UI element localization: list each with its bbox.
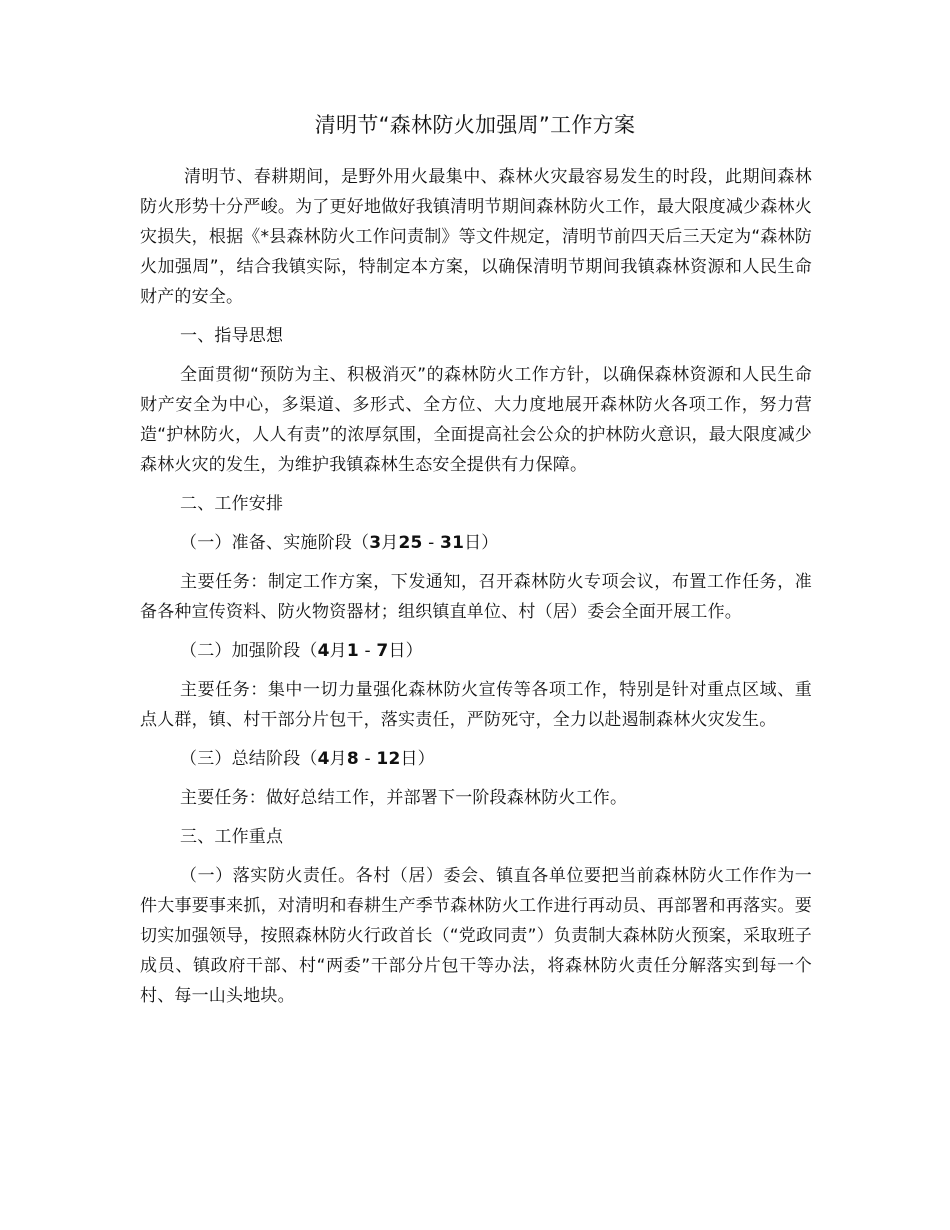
- phase-preparation-paragraph: 主要任务：制定工作方案，下发通知，召开森林防火专项会议，布置工作任务，准备各种宣传资料、防火物资器材；组织镇直单位、村（居）委会全面开展工作。: [140, 572, 812, 622]
- work-focus-item-1-paragraph: （一）落实防火责任。各村（居）委会、镇直各单位要把当前森林防火工作作为一件大事要事来抓，对清明和春耕生产季节森林防火工作进行再动员、再部署和再落实。要切实加强领导，按照森林防火行政首长（“党政同责”）负责制大森林防火预案，采取班子成员、镇政府干部、村“两委”干部分片包干等办法，将森林防火责任分解落实到每一个村、每一山头地块。: [140, 866, 812, 1006]
- section-heading-work-arrangement: 二、工作安排: [180, 494, 284, 514]
- phase-start-day: 8: [346, 749, 359, 769]
- phase-month-unit: 月: [381, 533, 399, 553]
- phase-suffix: 日）: [388, 641, 423, 661]
- intro-paragraph: 清明节、春耕期间，是野外用火最集中、森林火灾最容易发生的时段，此期间森林防火形势十分严峻。为了更好地做好我镇清明节期间森林防火工作，最大限度减少森林火灾损失，根据《*县森林防火工作问责制》等文件规定，清明节前四天后三天定为“森林防火加强周”，结合我镇实际，特制定本方案，以确保清明节期间我镇森林资源和人民生命财产的安全。: [140, 167, 812, 307]
- phase-range-separator: -: [422, 533, 441, 553]
- phase-suffix: 日）: [464, 533, 499, 553]
- phase-suffix: 日）: [400, 749, 435, 769]
- phase-end-day: 7: [376, 641, 389, 661]
- document-body: [140, 162, 812, 1020]
- phase-range-separator: -: [358, 641, 377, 661]
- section-heading-work-focus: 三、工作重点: [180, 827, 284, 847]
- phase-strengthening-paragraph: 主要任务：集中一切力量强化森林防火宣传等各项工作，特别是针对重点区域、重点人群，镇、村干部分片包干，落实责任，严防死守，全力以赴遏制森林火灾发生。: [140, 680, 812, 730]
- phase-month: 4: [317, 641, 330, 661]
- phase-prefix: （二）加强阶段（: [180, 641, 318, 661]
- phase-month-unit: 月: [329, 641, 347, 661]
- phase-end-day: 31: [440, 533, 465, 553]
- phase-start-day: 1: [346, 641, 359, 661]
- phase-start-day: 25: [398, 533, 423, 553]
- guiding-ideology-paragraph: 全面贯彻“预防为主、积极消灭”的森林防火工作方针，以确保森林资源和人民生命财产安全为中心，多渠道、多形式、全方位、大力度地展开森林防火各项工作，努力营造“护林防火，人人有责”的浓厚氛围，全面提高社会公众的护林防火意识，最大限度减少森林火灾的发生，为维护我镇森林生态安全提供有力保障。: [140, 365, 812, 475]
- phase-prefix: （一）准备、实施阶段（: [180, 533, 370, 553]
- phase-month: 4: [317, 749, 330, 769]
- phase-end-day: 12: [376, 749, 401, 769]
- phase-heading-summary: [140, 744, 812, 774]
- phase-month-unit: 月: [329, 749, 347, 769]
- phase-heading-preparation: [140, 528, 812, 558]
- section-heading-guiding-ideology: 一、指导思想: [180, 326, 284, 346]
- phase-range-separator: -: [358, 749, 377, 769]
- phase-heading-strengthening: [140, 636, 812, 666]
- phase-month: 3: [369, 533, 382, 553]
- phase-summary-paragraph: 主要任务：做好总结工作，并部署下一阶段森林防火工作。: [180, 788, 628, 808]
- document-title: 清明节“森林防火加强周”工作方案: [314, 113, 636, 137]
- phase-prefix: （三）总结阶段（: [180, 749, 318, 769]
